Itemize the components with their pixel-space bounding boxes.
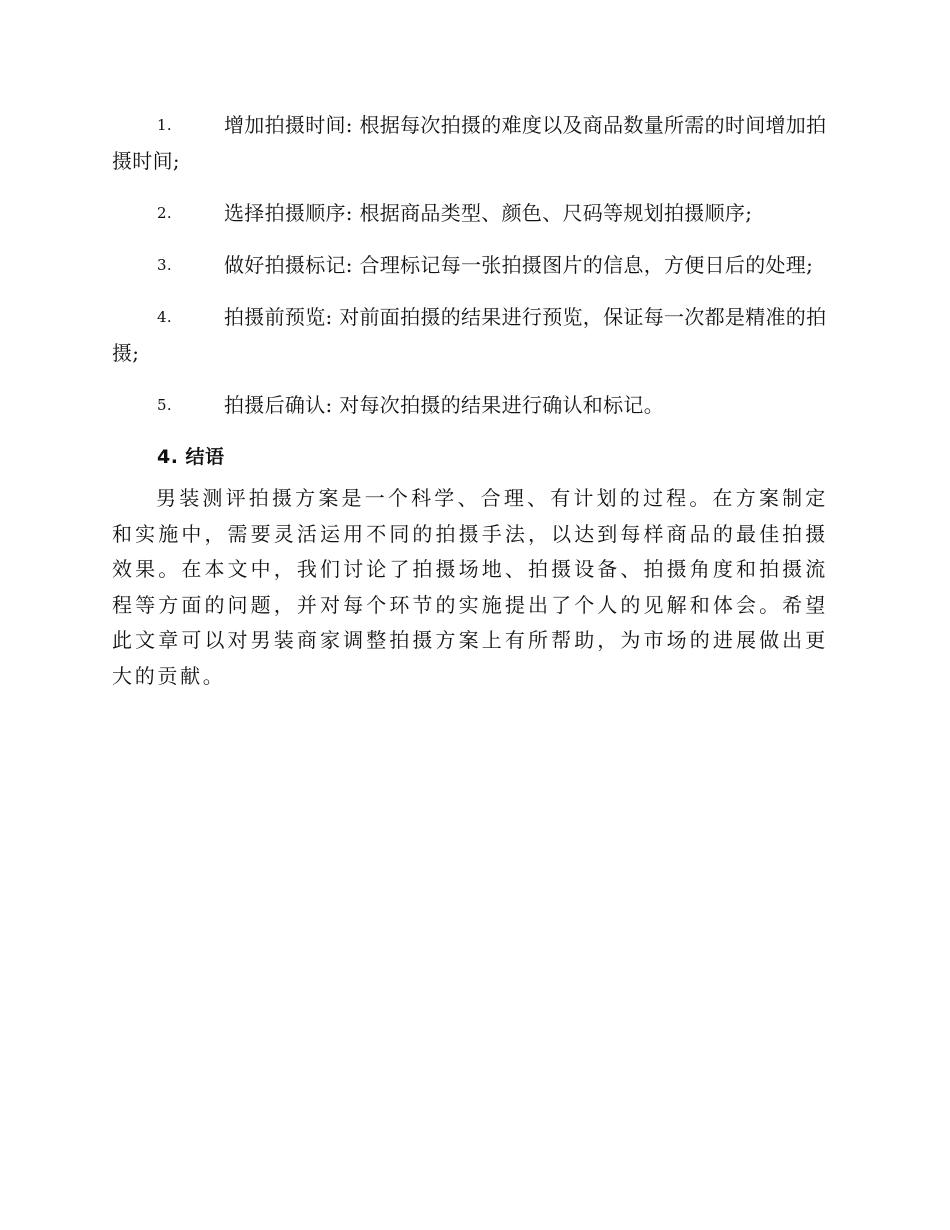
list-item-number: 4. — [157, 308, 172, 326]
list-item — [112, 387, 828, 423]
list-item-number: 2. — [157, 204, 172, 222]
list-item-text: 拍摄前预览: 对前面拍摄的结果进行预览，保证每一次都是精准的拍摄; — [112, 305, 827, 365]
list-item-number: 1. — [157, 116, 172, 134]
list-item — [112, 107, 828, 179]
section-heading: 4. 结语 — [157, 446, 225, 468]
list-item-text: 拍摄后确认: 对每次拍摄的结果进行确认和标记。 — [224, 393, 664, 417]
list-item-number: 3. — [157, 256, 172, 274]
list-item-number: 5. — [157, 396, 172, 414]
numbered-list — [112, 107, 828, 423]
list-item-text: 选择拍摄顺序: 根据商品类型、颜色、尺码等规划拍摄顺序; — [224, 201, 753, 225]
document-page — [112, 107, 828, 694]
list-item-text: 增加拍摄时间: 根据每次拍摄的难度以及商品数量所需的时间增加拍摄时间; — [112, 113, 827, 173]
list-item — [112, 195, 828, 231]
list-item-text: 做好拍摄标记: 合理标记每一张拍摄图片的信息，方便日后的处理; — [224, 253, 814, 277]
list-item — [112, 247, 828, 283]
conclusion-paragraph: 男装测评拍摄方案是一个科学、合理、有计划的过程。在方案制定和实施中，需要灵活运用不同的拍摄手法，以达到每样商品的最佳拍摄效果。在本文中，我们讨论了拍摄场地、拍摄设备、拍摄角度和拍摄流程等方面的问题，并对每个环节的实施提出了个人的见解和体会。希望此文章可以对男装商家调整拍摄方案上有所帮助，为市场的进展做出更大的贡献。 — [112, 486, 828, 688]
list-item — [112, 299, 828, 371]
